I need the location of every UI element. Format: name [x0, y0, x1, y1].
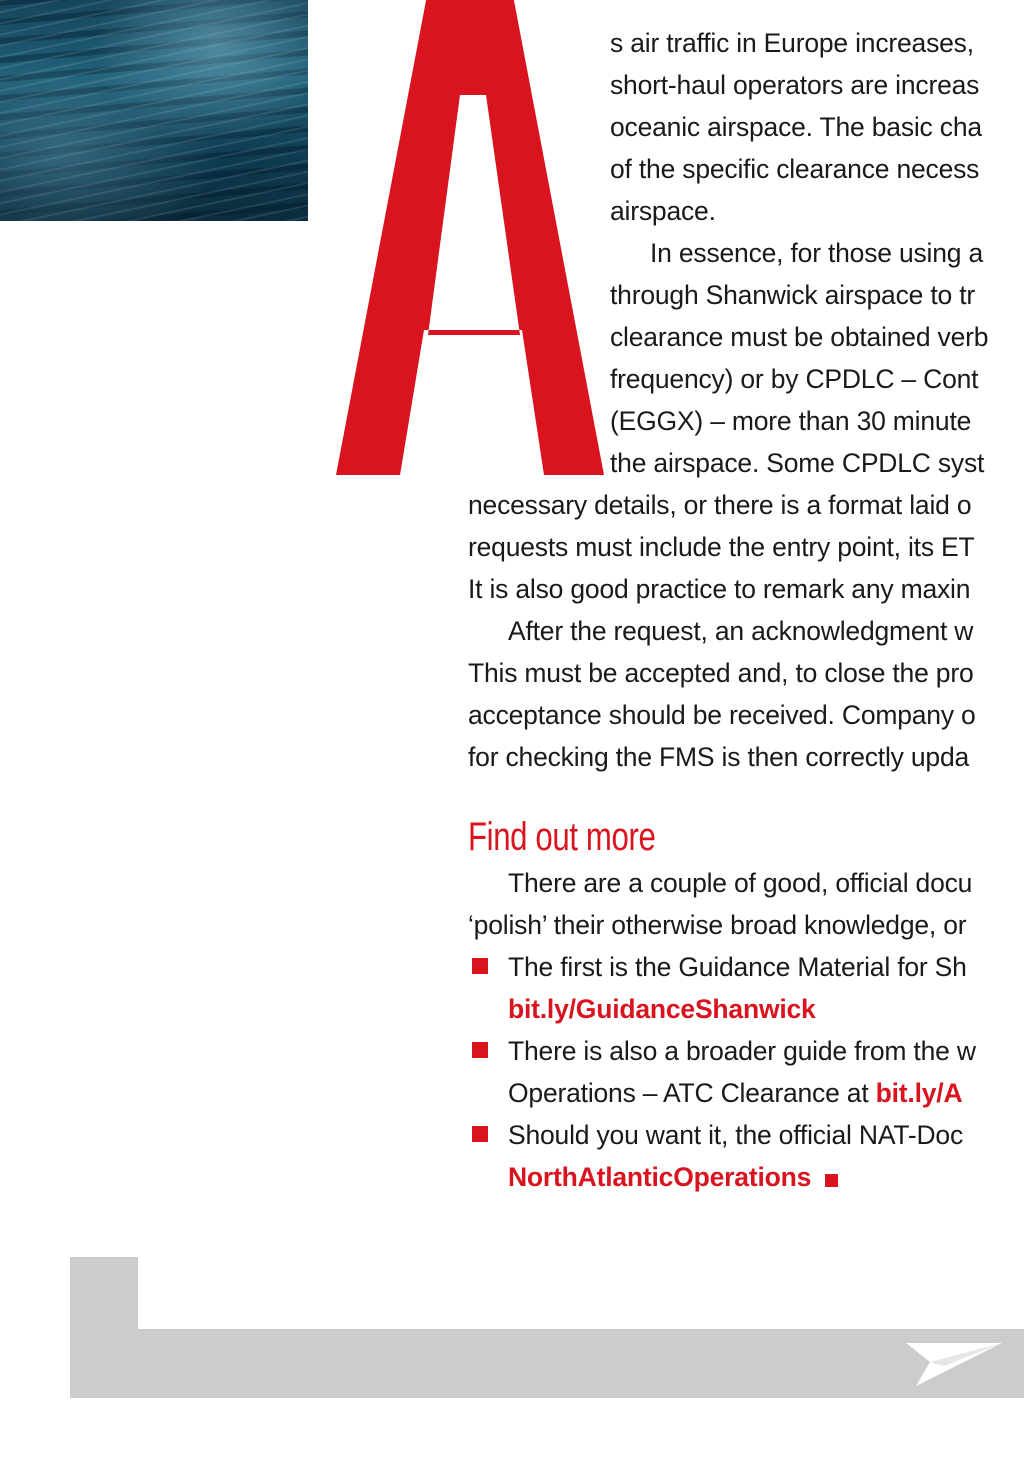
text-line: clearance must be obtained verb	[610, 322, 989, 352]
text-line: the airspace. Some CPDLC syst	[610, 448, 985, 478]
text-line: In essence, for those using a	[650, 238, 984, 268]
text-line: It is also good practice to remark any maxin	[468, 574, 971, 604]
atc-clearance-link[interactable]: bit.ly/A	[875, 1078, 963, 1108]
text-line: There are a couple of good, official docu	[508, 868, 973, 898]
guidance-shanwick-link[interactable]: bit.ly/GuidanceShanwick	[508, 994, 816, 1024]
bullet-text: The first is the Guidance Material for Sh	[508, 952, 967, 982]
text-line: through Shanwick airspace to tr	[610, 280, 975, 310]
text-line: (EGGX) – more than 30 minute	[610, 406, 972, 436]
section-heading: Find out more	[468, 815, 656, 859]
text-line: airspace.	[610, 196, 716, 226]
text-line: short-haul operators are increas	[610, 70, 980, 100]
text-line: necessary details, or there is a format laid o	[468, 490, 972, 520]
text-line: ‘polish’ their otherwise broad knowledge, or	[468, 910, 967, 940]
bullet-text: There is also a broader guide from the w	[508, 1036, 976, 1066]
text-line: acceptance should be received. Company o	[468, 700, 976, 730]
text-line: This must be accepted and, to close the pro	[468, 658, 974, 688]
text-line: s air traffic in Europe increases,	[610, 28, 974, 58]
text-line: oceanic airspace. The basic cha	[610, 112, 982, 142]
text-line: After the request, an acknowledgment w	[508, 616, 974, 646]
north-atlantic-operations-link[interactable]: NorthAtlanticOperations	[508, 1162, 812, 1192]
text-line: for checking the FMS is then correctly upda	[468, 742, 970, 772]
text-line: frequency) or by CPDLC – Cont	[610, 364, 979, 394]
text-line: of the specific clearance necess	[610, 154, 980, 184]
text-line: requests must include the entry point, its ET	[468, 532, 975, 562]
bullet-text-prefix: Operations – ATC Clearance at	[508, 1078, 876, 1108]
bullet-text: Should you want it, the official NAT-Doc	[508, 1120, 963, 1150]
